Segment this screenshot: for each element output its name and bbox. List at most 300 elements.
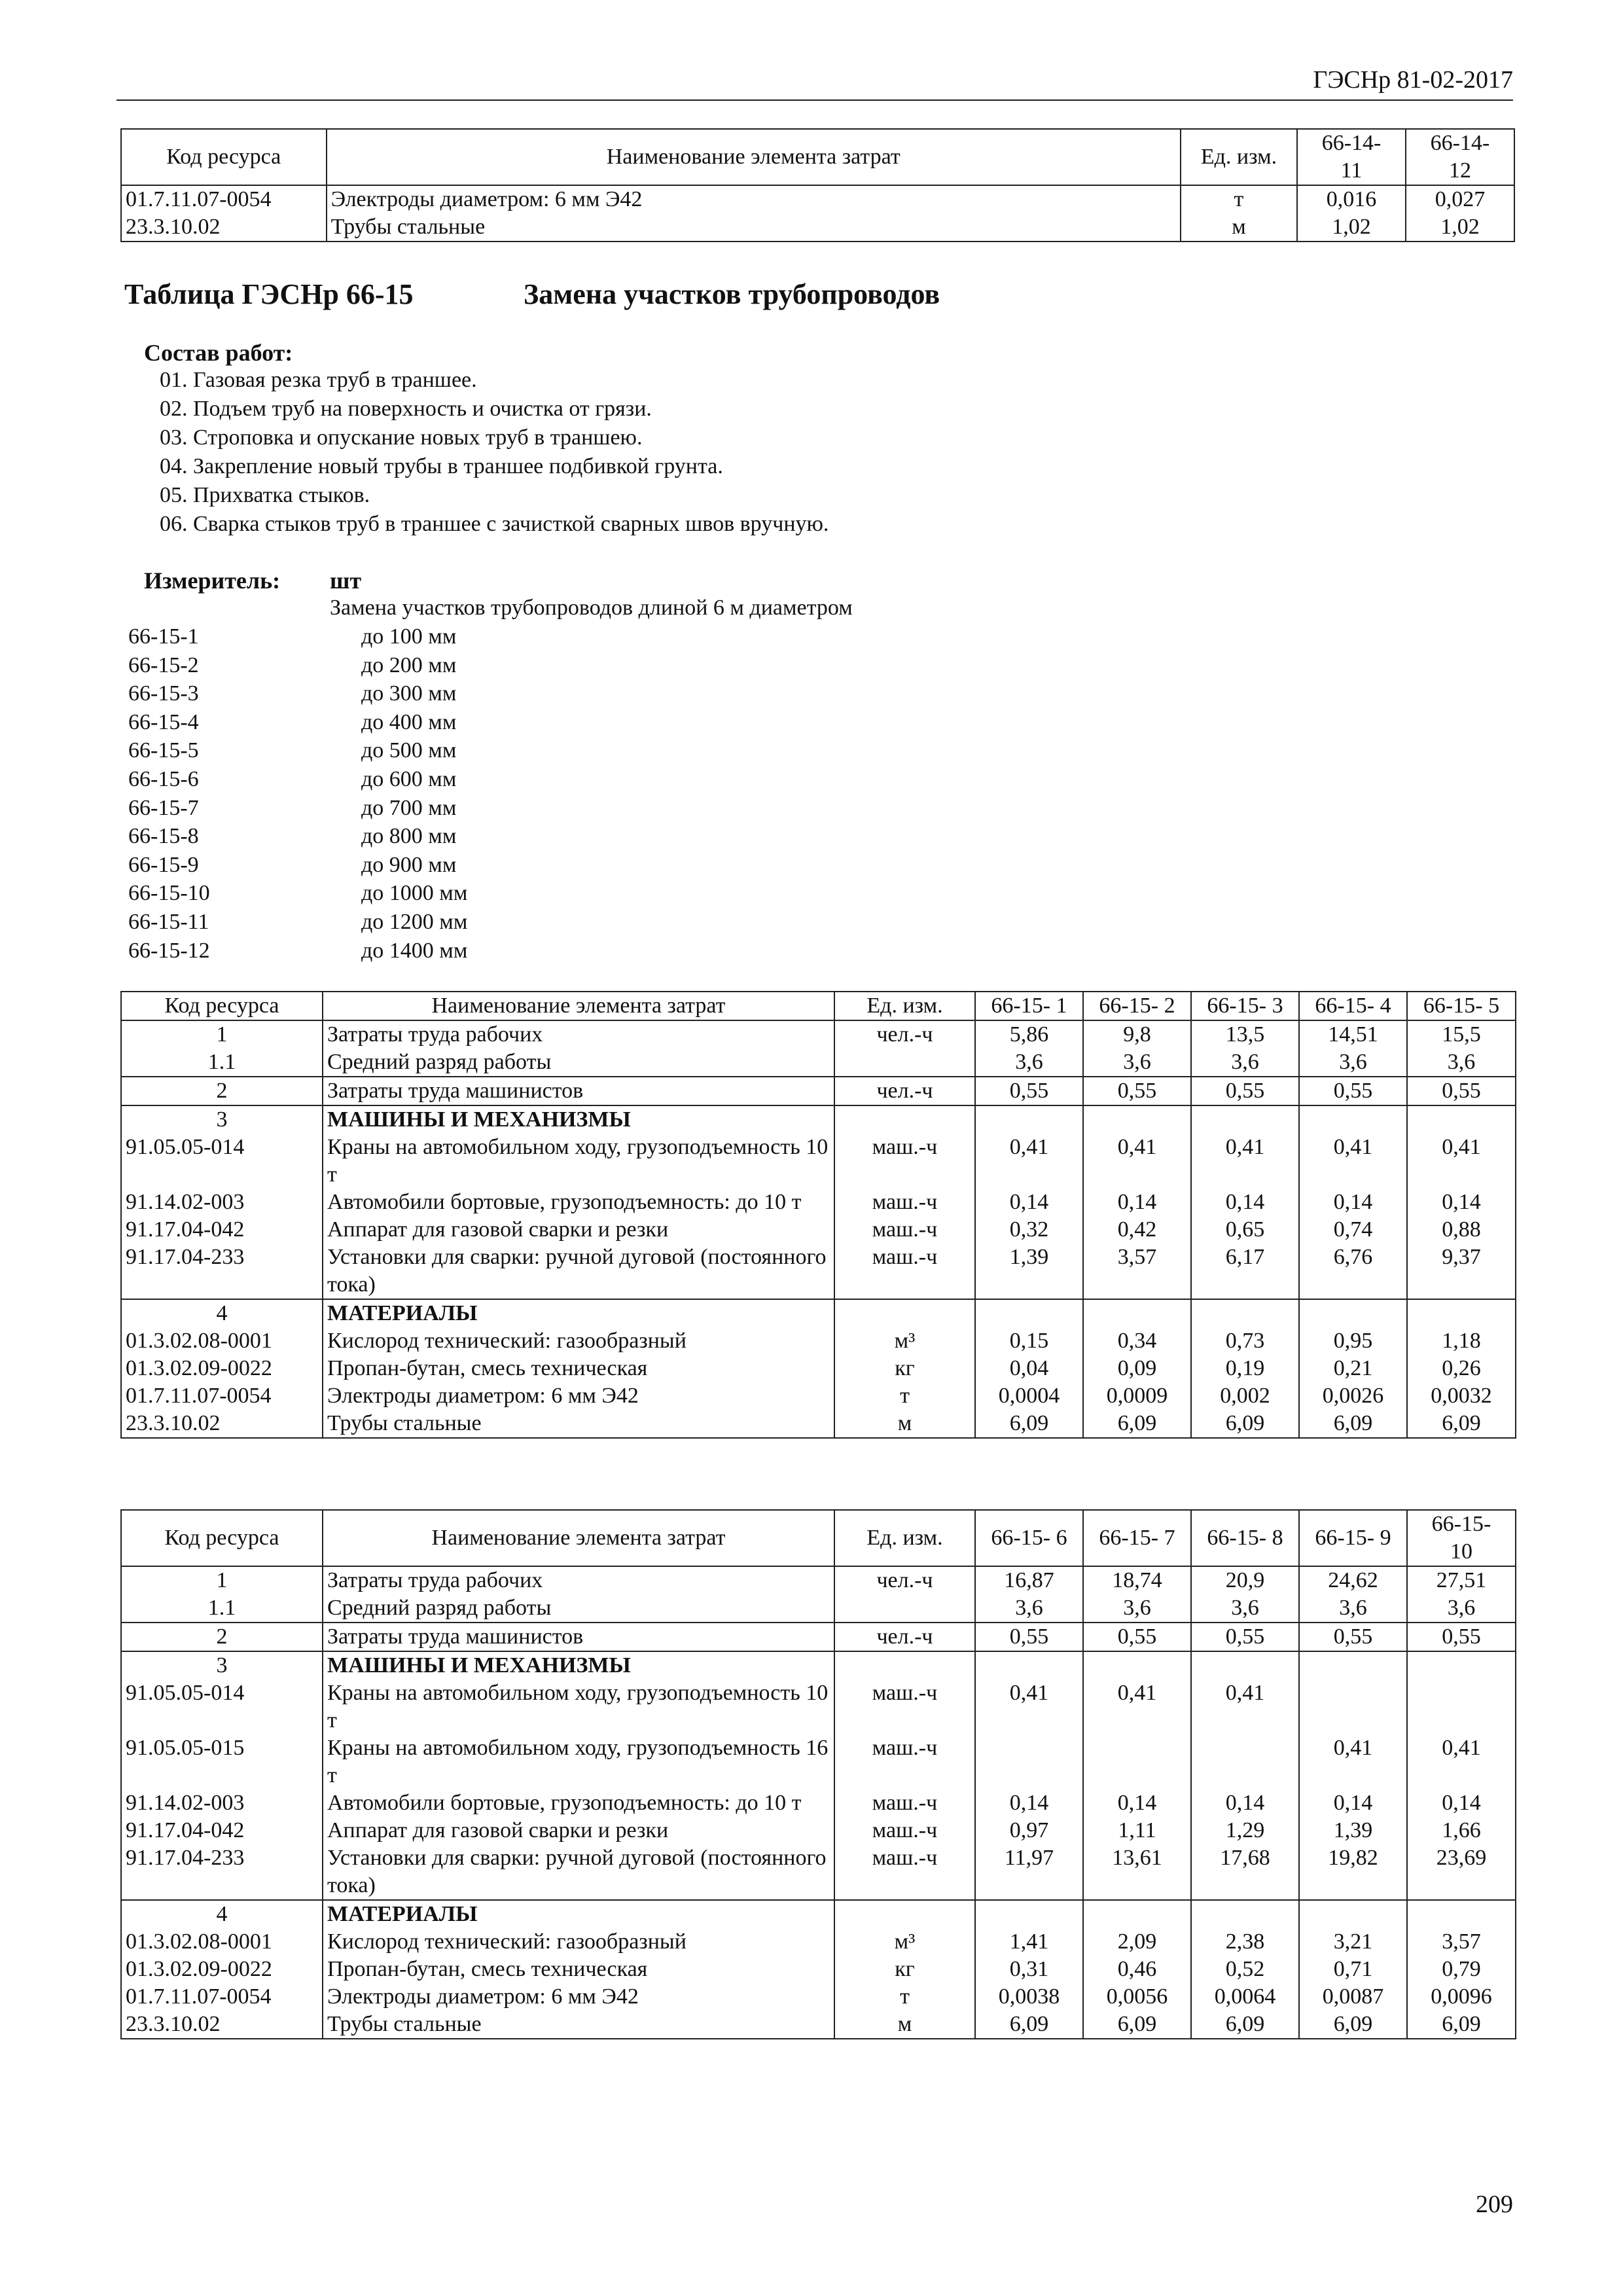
resource-value: 0,46 — [1083, 1956, 1191, 1983]
resource-value — [1083, 1299, 1191, 1327]
resource-value: 0,55 — [1407, 1077, 1516, 1105]
resource-code: 3 — [121, 1105, 323, 1134]
resource-name: Краны на автомобильном ходу, грузоподъемность 10 т — [323, 1134, 834, 1189]
table-label: Таблица ГЭСНр 66-15 — [124, 278, 414, 310]
work-item: 01. Газовая резка труб в траншее. — [160, 368, 477, 392]
table-row — [121, 1410, 1516, 1438]
table-row — [121, 1077, 1516, 1105]
resource-value: 1,41 — [975, 1928, 1083, 1956]
resource-name: Затраты труда рабочих — [323, 1020, 834, 1049]
document-code: ГЭСНр 81-02-2017 — [1313, 66, 1513, 94]
col-header: Ед. изм. — [834, 1510, 975, 1566]
resource-value: 0,15 — [975, 1327, 1083, 1355]
resource-value: 14,51 — [1299, 1020, 1407, 1049]
resource-code: 91.17.04-233 — [121, 1244, 323, 1299]
norm-text: до 500 мм — [361, 738, 457, 763]
resource-value: 2,09 — [1083, 1928, 1191, 1956]
resource-value — [1407, 1299, 1516, 1327]
norm-text: до 400 мм — [361, 709, 457, 734]
resource-code: 23.3.10.02 — [121, 213, 327, 242]
col-header: Ед. изм. — [1181, 129, 1297, 185]
resource-value: 0,14 — [1191, 1189, 1299, 1216]
resource-unit: маш.-ч — [834, 1789, 975, 1817]
resource-value: 0,65 — [1191, 1216, 1299, 1244]
resource-unit: т — [834, 1382, 975, 1410]
resource-name: Затраты труда машинистов — [323, 1077, 834, 1105]
resource-value: 0,002 — [1191, 1382, 1299, 1410]
col-header: 66-15- 7 — [1083, 1510, 1191, 1566]
table-row — [121, 1679, 1516, 1734]
resource-value: 6,09 — [1083, 2011, 1191, 2039]
col-header: Код ресурса — [121, 129, 327, 185]
resource-value: 13,61 — [1083, 1844, 1191, 1900]
col-header: 66-15- 9 — [1299, 1510, 1407, 1566]
resource-code: 91.17.04-233 — [121, 1844, 323, 1900]
col-header: 66-15- 1 — [975, 992, 1083, 1020]
resource-value: 0,14 — [1407, 1189, 1516, 1216]
table-row — [121, 1594, 1516, 1623]
resource-value: 0,14 — [1407, 1789, 1516, 1817]
resource-value — [1407, 1651, 1516, 1679]
resource-value: 0,21 — [1299, 1355, 1407, 1382]
norm-code: 66-15-1 — [128, 624, 199, 649]
resource-value: 9,8 — [1083, 1020, 1191, 1049]
resource-unit — [834, 1049, 975, 1077]
works-heading: Состав работ: — [144, 340, 293, 366]
cost-table-2 — [120, 1509, 1516, 2039]
resource-unit: т — [834, 1983, 975, 2011]
table-row — [121, 1049, 1516, 1077]
resource-unit: маш.-ч — [834, 1844, 975, 1900]
resource-code: 2 — [121, 1077, 323, 1105]
resource-name: Пропан-бутан, смесь техническая — [323, 1355, 834, 1382]
resource-value: 0,14 — [1191, 1789, 1299, 1817]
page-number: 209 — [1476, 2191, 1513, 2218]
resource-name: Установки для сварки: ручной дуговой (постоянного тока) — [323, 1844, 834, 1900]
resource-value: 3,21 — [1299, 1928, 1407, 1956]
resource-value — [1299, 1105, 1407, 1134]
col-header: Ед. изм. — [834, 992, 975, 1020]
resource-value — [975, 1105, 1083, 1134]
resource-value — [975, 1651, 1083, 1679]
resource-unit: м³ — [834, 1928, 975, 1956]
resource-value: 0,0096 — [1407, 1983, 1516, 2011]
resource-value: 0,34 — [1083, 1327, 1191, 1355]
resource-unit: маш.-ч — [834, 1679, 975, 1734]
resource-name: Кислород технический: газообразный — [323, 1327, 834, 1355]
meter-label: Измеритель: — [144, 567, 281, 594]
resource-value: 3,6 — [1407, 1594, 1516, 1623]
norm-code: 66-15-12 — [128, 938, 210, 963]
table-title: Замена участков трубопроводов — [524, 278, 940, 310]
resource-value: 27,51 — [1407, 1566, 1516, 1594]
resource-code: 91.05.05-014 — [121, 1679, 323, 1734]
resource-value — [1191, 1651, 1299, 1679]
resource-name: Краны на автомобильном ходу, грузоподъемность 10 т — [323, 1679, 834, 1734]
resource-value: 19,82 — [1299, 1844, 1407, 1900]
resource-value: 1,02 — [1297, 213, 1406, 242]
resource-name: МАТЕРИАЛЫ — [323, 1299, 834, 1327]
resource-value: 3,57 — [1083, 1244, 1191, 1299]
resource-value: 1,39 — [1299, 1817, 1407, 1844]
resource-value — [1083, 1734, 1191, 1789]
resource-name: Кислород технический: газообразный — [323, 1928, 834, 1956]
resource-value: 13,5 — [1191, 1020, 1299, 1049]
col-header: Наименование элемента затрат — [323, 1510, 834, 1566]
resource-code: 01.7.11.07-0054 — [121, 1382, 323, 1410]
resource-value: 3,6 — [1191, 1594, 1299, 1623]
resource-code: 1.1 — [121, 1049, 323, 1077]
norm-code: 66-15-10 — [128, 881, 210, 906]
col-header: 66-15- 4 — [1299, 992, 1407, 1020]
resource-value: 6,09 — [1083, 1410, 1191, 1438]
resource-value: 0,0038 — [975, 1983, 1083, 2011]
resource-value: 6,09 — [1191, 2011, 1299, 2039]
resource-unit: маш.-ч — [834, 1134, 975, 1189]
norm-text: до 1400 мм — [361, 938, 468, 963]
resource-code: 01.7.11.07-0054 — [121, 185, 327, 213]
resource-value: 0,71 — [1299, 1956, 1407, 1983]
resource-value: 0,41 — [1083, 1679, 1191, 1734]
resource-unit: маш.-ч — [834, 1244, 975, 1299]
norm-text: до 900 мм — [361, 852, 457, 877]
cost-table-1 — [120, 991, 1516, 1439]
work-item: 06. Сварка стыков труб в траншее с зачисткой сварных швов вручную. — [160, 512, 829, 536]
col-header: 66-15- 2 — [1083, 992, 1191, 1020]
resource-value: 3,6 — [975, 1594, 1083, 1623]
resource-code: 2 — [121, 1623, 323, 1651]
resource-value: 0,55 — [1299, 1623, 1407, 1651]
norm-code: 66-15-2 — [128, 653, 199, 677]
norm-text: до 700 мм — [361, 795, 457, 820]
resource-value: 0,42 — [1083, 1216, 1191, 1244]
resource-value: 0,14 — [975, 1189, 1083, 1216]
resource-code: 01.3.02.08-0001 — [121, 1327, 323, 1355]
resource-value: 18,74 — [1083, 1566, 1191, 1594]
resource-name: Затраты труда рабочих — [323, 1566, 834, 1594]
resource-value: 0,41 — [1191, 1134, 1299, 1189]
col-header: 66-14- 11 — [1297, 129, 1406, 185]
table-row — [121, 1928, 1516, 1956]
resource-value — [1191, 1734, 1299, 1789]
table-row — [121, 1189, 1516, 1216]
table-row — [121, 1355, 1516, 1382]
resource-code: 23.3.10.02 — [121, 2011, 323, 2039]
resource-value — [1299, 1900, 1407, 1928]
table-row — [121, 2011, 1516, 2039]
resource-value: 0,0087 — [1299, 1983, 1407, 2011]
resource-name: Трубы стальные — [323, 1410, 834, 1438]
norm-code: 66-15-5 — [128, 738, 199, 763]
resource-code: 01.7.11.07-0054 — [121, 1983, 323, 2011]
resource-name: Трубы стальные — [323, 2011, 834, 2039]
resource-value: 0,14 — [975, 1789, 1083, 1817]
col-header: 66-15- 10 — [1407, 1510, 1516, 1566]
table-row — [121, 1327, 1516, 1355]
resource-value: 1,39 — [975, 1244, 1083, 1299]
norm-code: 66-15-11 — [128, 910, 209, 934]
resource-value: 3,57 — [1407, 1928, 1516, 1956]
resource-value — [975, 1734, 1083, 1789]
resource-value: 16,87 — [975, 1566, 1083, 1594]
norm-code: 66-15-6 — [128, 767, 199, 791]
resource-value: 0,95 — [1299, 1327, 1407, 1355]
col-header: Код ресурса — [121, 992, 323, 1020]
resource-value: 6,09 — [1407, 2011, 1516, 2039]
col-header: 66-15- 3 — [1191, 992, 1299, 1020]
resource-value: 1,18 — [1407, 1327, 1516, 1355]
resource-value: 0,88 — [1407, 1216, 1516, 1244]
resource-value: 0,79 — [1407, 1956, 1516, 1983]
resource-name: Электроды диаметром: 6 мм Э42 — [323, 1382, 834, 1410]
norm-code: 66-15-3 — [128, 681, 199, 706]
resource-unit: м — [834, 2011, 975, 2039]
table-row — [121, 213, 1514, 242]
resource-value: 0,55 — [975, 1077, 1083, 1105]
resource-unit — [834, 1900, 975, 1928]
resource-value: 0,14 — [1083, 1189, 1191, 1216]
resource-code: 01.3.02.08-0001 — [121, 1928, 323, 1956]
resource-value: 0,19 — [1191, 1355, 1299, 1382]
resource-value: 0,0004 — [975, 1382, 1083, 1410]
resource-code: 91.14.02-003 — [121, 1189, 323, 1216]
resource-value — [1083, 1651, 1191, 1679]
resource-name: Аппарат для газовой сварки и резки — [323, 1216, 834, 1244]
table-row — [121, 1844, 1516, 1900]
resource-code: 91.05.05-015 — [121, 1734, 323, 1789]
table-row — [121, 1789, 1516, 1817]
resource-code: 1 — [121, 1566, 323, 1594]
resource-code: 4 — [121, 1900, 323, 1928]
resource-value: 6,17 — [1191, 1244, 1299, 1299]
resource-value: 3,6 — [1083, 1049, 1191, 1077]
resource-value: 0,016 — [1297, 185, 1406, 213]
resource-code: 23.3.10.02 — [121, 1410, 323, 1438]
table-row — [121, 1216, 1516, 1244]
resource-value — [1407, 1900, 1516, 1928]
resource-value — [1407, 1105, 1516, 1134]
resource-value: 0,41 — [975, 1134, 1083, 1189]
resource-code: 1 — [121, 1020, 323, 1049]
norm-code: 66-15-7 — [128, 795, 199, 820]
table-row — [121, 1651, 1516, 1679]
col-header: Код ресурса — [121, 1510, 323, 1566]
resource-unit: маш.-ч — [834, 1189, 975, 1216]
resource-code: 91.17.04-042 — [121, 1817, 323, 1844]
resource-value: 3,6 — [1299, 1594, 1407, 1623]
resource-name: Электроды диаметром: 6 мм Э42 — [323, 1983, 834, 2011]
norm-text: до 300 мм — [361, 681, 457, 706]
norm-text: до 200 мм — [361, 653, 457, 677]
col-header: 66-14- 12 — [1406, 129, 1514, 185]
resource-value: 24,62 — [1299, 1566, 1407, 1594]
resource-value: 0,04 — [975, 1355, 1083, 1382]
resource-name: Электроды диаметром: 6 мм Э42 — [327, 185, 1181, 213]
table-row — [121, 1105, 1516, 1134]
resource-name: Средний разряд работы — [323, 1594, 834, 1623]
resource-unit: чел.-ч — [834, 1623, 975, 1651]
resource-value: 6,09 — [975, 1410, 1083, 1438]
resource-unit: чел.-ч — [834, 1020, 975, 1049]
resource-name: МАТЕРИАЛЫ — [323, 1900, 834, 1928]
resource-value: 0,26 — [1407, 1355, 1516, 1382]
resource-value — [1299, 1651, 1407, 1679]
resource-value: 0,41 — [1299, 1134, 1407, 1189]
resource-code: 91.14.02-003 — [121, 1789, 323, 1817]
table-row — [121, 1956, 1516, 1983]
resource-value — [1191, 1105, 1299, 1134]
resource-value: 3,6 — [1299, 1049, 1407, 1077]
col-header: 66-15- 8 — [1191, 1510, 1299, 1566]
resource-value: 0,74 — [1299, 1216, 1407, 1244]
resource-value: 3,6 — [1191, 1049, 1299, 1077]
meter-value: шт — [330, 567, 362, 594]
norm-code: 66-15-8 — [128, 824, 199, 849]
norm-text: до 800 мм — [361, 824, 457, 849]
resource-value: 3,6 — [975, 1049, 1083, 1077]
resource-value: 0,41 — [1407, 1734, 1516, 1789]
resource-unit: маш.-ч — [834, 1817, 975, 1844]
resource-value: 5,86 — [975, 1020, 1083, 1049]
resource-unit — [834, 1651, 975, 1679]
resource-name: Аппарат для газовой сварки и резки — [323, 1817, 834, 1844]
resource-value: 0,14 — [1299, 1189, 1407, 1216]
resource-value: 0,0032 — [1407, 1382, 1516, 1410]
resource-unit: м³ — [834, 1327, 975, 1355]
table-row — [121, 1623, 1516, 1651]
resource-unit — [834, 1299, 975, 1327]
work-item: 04. Закрепление новый трубы в траншее подбивкой грунта. — [160, 454, 723, 478]
resource-name: Затраты труда машинистов — [323, 1623, 834, 1651]
work-item: 02. Подъем труб на поверхность и очистка от грязи. — [160, 397, 652, 421]
table-row — [121, 1900, 1516, 1928]
resource-value: 0,55 — [975, 1623, 1083, 1651]
resource-code: 91.17.04-042 — [121, 1216, 323, 1244]
resource-name: Трубы стальные — [327, 213, 1181, 242]
resource-value: 20,9 — [1191, 1566, 1299, 1594]
resource-unit — [834, 1594, 975, 1623]
resource-value: 0,14 — [1299, 1789, 1407, 1817]
table-header-row — [121, 129, 1514, 185]
resource-name: МАШИНЫ И МЕХАНИЗМЫ — [323, 1105, 834, 1134]
resource-value — [1083, 1900, 1191, 1928]
resource-value: 0,09 — [1083, 1355, 1191, 1382]
resource-name: Установки для сварки: ручной дуговой (постоянного тока) — [323, 1244, 834, 1299]
resource-value: 0,55 — [1191, 1077, 1299, 1105]
resource-unit: маш.-ч — [834, 1734, 975, 1789]
resource-value: 0,027 — [1406, 185, 1514, 213]
table-row — [121, 1244, 1516, 1299]
resource-value: 0,73 — [1191, 1327, 1299, 1355]
resource-value: 0,14 — [1083, 1789, 1191, 1817]
resource-value: 0,0056 — [1083, 1983, 1191, 2011]
resource-name: МАШИНЫ И МЕХАНИЗМЫ — [323, 1651, 834, 1679]
resource-value: 1,02 — [1406, 213, 1514, 242]
resource-unit: т — [1181, 185, 1297, 213]
resource-name: Краны на автомобильном ходу, грузоподъемность 16 т — [323, 1734, 834, 1789]
resource-value — [1083, 1105, 1191, 1134]
resource-value: 0,41 — [1299, 1734, 1407, 1789]
col-header: 66-15- 5 — [1407, 992, 1516, 1020]
table-row — [121, 1020, 1516, 1049]
resource-value — [1299, 1679, 1407, 1734]
table-row — [121, 185, 1514, 213]
resource-value: 0,41 — [1407, 1134, 1516, 1189]
resource-value: 1,66 — [1407, 1817, 1516, 1844]
resource-name: Пропан-бутан, смесь техническая — [323, 1956, 834, 1983]
resource-unit — [834, 1105, 975, 1134]
resource-value: 17,68 — [1191, 1844, 1299, 1900]
table-row — [121, 1817, 1516, 1844]
norm-code: 66-15-9 — [128, 852, 199, 877]
resource-unit: кг — [834, 1956, 975, 1983]
table-row — [121, 1134, 1516, 1189]
resource-value — [975, 1299, 1083, 1327]
resource-value: 0,55 — [1299, 1077, 1407, 1105]
resource-value — [1407, 1679, 1516, 1734]
norm-text: до 100 мм — [361, 624, 457, 649]
resource-code: 01.3.02.09-0022 — [121, 1355, 323, 1382]
resource-value: 6,09 — [1299, 2011, 1407, 2039]
resource-unit: чел.-ч — [834, 1077, 975, 1105]
col-header: Наименование элемента затрат — [327, 129, 1181, 185]
table-row — [121, 1983, 1516, 2011]
resource-value: 1,29 — [1191, 1817, 1299, 1844]
resource-value: 0,55 — [1407, 1623, 1516, 1651]
resource-value: 9,37 — [1407, 1244, 1516, 1299]
resource-value: 0,41 — [1191, 1679, 1299, 1734]
resource-value: 6,09 — [975, 2011, 1083, 2039]
norm-text: до 600 мм — [361, 767, 457, 791]
resource-value: 0,0026 — [1299, 1382, 1407, 1410]
resource-name: Автомобили бортовые, грузоподъемность: до 10 т — [323, 1789, 834, 1817]
table-row — [121, 1734, 1516, 1789]
resource-value: 3,6 — [1083, 1594, 1191, 1623]
norm-code: 66-15-4 — [128, 709, 199, 734]
resource-value: 2,38 — [1191, 1928, 1299, 1956]
resource-value — [1299, 1299, 1407, 1327]
table-row — [121, 1299, 1516, 1327]
resource-code: 91.05.05-014 — [121, 1134, 323, 1189]
resource-value: 0,41 — [1083, 1134, 1191, 1189]
work-item: 05. Прихватка стыков. — [160, 483, 370, 507]
top-cost-table — [120, 128, 1515, 242]
resource-unit: чел.-ч — [834, 1566, 975, 1594]
resource-value: 0,41 — [975, 1679, 1083, 1734]
resource-unit: м — [1181, 213, 1297, 242]
resource-value: 0,0009 — [1083, 1382, 1191, 1410]
resource-unit: кг — [834, 1355, 975, 1382]
table-row — [121, 1566, 1516, 1594]
meter-description: Замена участков трубопроводов длиной 6 м диаметром — [330, 596, 853, 620]
resource-value: 0,55 — [1083, 1077, 1191, 1105]
resource-value — [1191, 1900, 1299, 1928]
resource-unit: м — [834, 1410, 975, 1438]
resource-unit: маш.-ч — [834, 1216, 975, 1244]
resource-value: 15,5 — [1407, 1020, 1516, 1049]
resource-name: Автомобили бортовые, грузоподъемность: до 10 т — [323, 1189, 834, 1216]
resource-name: Средний разряд работы — [323, 1049, 834, 1077]
table-header-row — [121, 992, 1516, 1020]
resource-value: 0,52 — [1191, 1956, 1299, 1983]
resource-value: 0,55 — [1191, 1623, 1299, 1651]
resource-value: 0,31 — [975, 1956, 1083, 1983]
resource-value: 1,11 — [1083, 1817, 1191, 1844]
resource-value: 6,09 — [1407, 1410, 1516, 1438]
resource-value: 11,97 — [975, 1844, 1083, 1900]
resource-value: 3,6 — [1407, 1049, 1516, 1077]
resource-value: 6,76 — [1299, 1244, 1407, 1299]
